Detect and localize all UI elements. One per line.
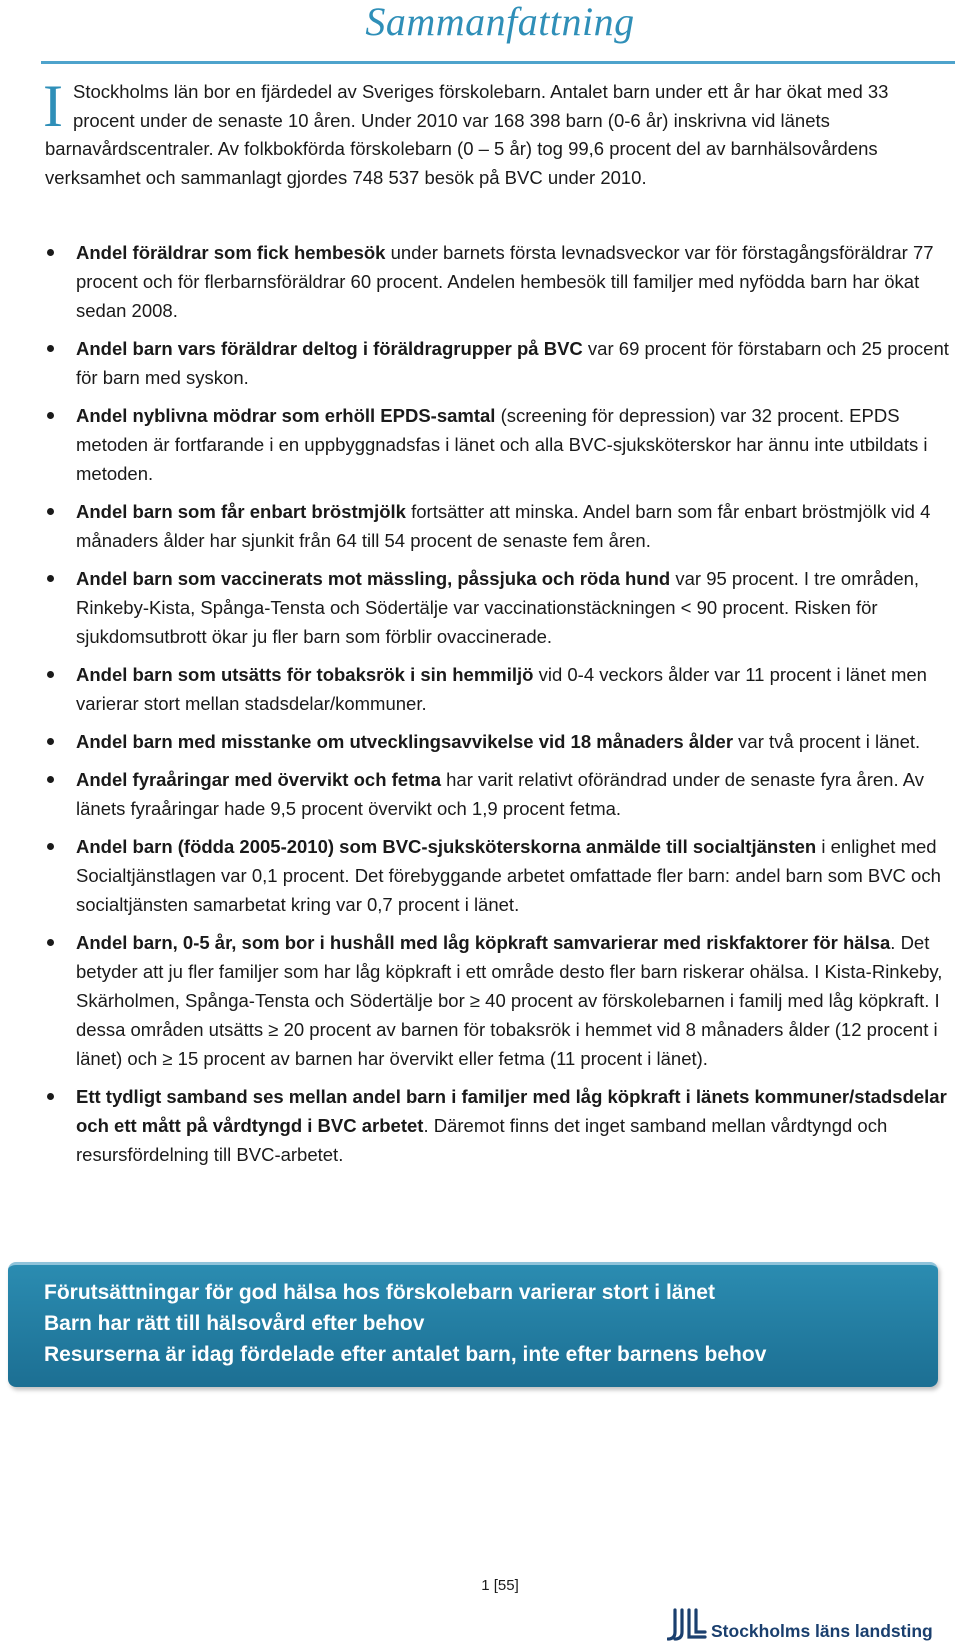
bullet-text: under barnets första levnadsveckor var för förstagångsföräldrar 77 procent och för flerbarnsföräldrar 60 procent. Andelen hembesök till familjer med nyfödda barn har ökat sedan 2008. — [76, 242, 934, 321]
bullet-heading: Andel barn med misstanke om utvecklingsavvikelse vid 18 månaders ålder — [76, 731, 734, 752]
sll-logo-icon — [667, 1608, 707, 1642]
logo-text: Stockholms läns landsting — [711, 1621, 933, 1641]
bullet-icon — [47, 843, 54, 850]
bullet-item — [45, 660, 950, 718]
bullet-text: fortsätter att minska. Andel barn som får enbart bröstmjölk vid 4 månaders ålder har sjunkit från 64 till 54 procent de senaste fem åren. — [76, 501, 931, 551]
summary-bullet-list — [45, 238, 950, 1178]
page-number: 1 [55] — [481, 1577, 519, 1594]
drop-cap: I — [43, 73, 63, 139]
bullet-text: i enlighet med Socialtjänstlagen var 0,1 procent. Det förebyggande arbetet omfattade fler barn: andel barn som BVC och socialtjänsten samarbetat kring var 0,7 procent i länet. — [76, 836, 941, 915]
bullet-text: var två procent i länet. — [733, 731, 921, 752]
bullet-icon — [47, 738, 54, 745]
bullet-icon — [47, 575, 54, 582]
bullet-text: var 95 procent. I tre områden, Rinkeby-Kista, Spånga-Tensta och Södertälje var vaccinationstäckningen < 90 procent. Risken för sjukdomsutbrott ökar ju fler barn som förblir ovaccinerade. — [76, 568, 920, 647]
bullet-item — [45, 497, 950, 555]
bullet-item — [45, 928, 950, 1073]
bullet-item — [45, 334, 950, 392]
bullet-icon — [47, 1093, 54, 1100]
bullet-heading: Andel barn som får enbart bröstmjölk — [76, 501, 406, 522]
page-title: Sammanfattning — [365, 0, 635, 44]
bullet-icon — [47, 345, 54, 352]
bullet-heading: Andel barn som utsätts för tobaksrök i sin hemmiljö — [76, 664, 534, 685]
bullet-icon — [47, 776, 54, 783]
bullet-item — [45, 727, 950, 756]
bullet-text: . Däremot finns det inget samband mellan vårdtyngd och resursfördelning till BVC-arbetet. — [76, 1115, 888, 1165]
bullet-item — [45, 564, 950, 651]
bullet-item — [45, 1082, 950, 1169]
bullet-icon — [47, 412, 54, 419]
bullet-item — [45, 401, 950, 488]
bullet-text: var 69 procent för förstabarn och 25 procent för barn med syskon. — [76, 338, 949, 388]
bullet-heading: Andel barn (födda 2005-2010) som BVC-sjuksköterskorna anmälde till socialtjänsten — [76, 836, 817, 857]
bullet-heading: Andel barn som vaccinerats mot mässling, påssjuka och röda hund — [76, 568, 671, 589]
conclusion-box — [8, 1262, 938, 1387]
conclusion-line: Resurserna är idag fördelade efter antalet barn, inte efter barnens behov — [44, 1343, 767, 1366]
organization-logo — [667, 1608, 955, 1644]
bullet-icon — [47, 939, 54, 946]
bullet-text: (screening för depression) var 32 procent. EPDS metoden är fortfarande i en uppbyggnadsfas i länet och alla BVC-sjuksköterskor har ännu inte utbildats i metoden. — [76, 405, 928, 484]
conclusion-line: Barn har rätt till hälsovård efter behov — [44, 1312, 425, 1335]
bullet-icon — [47, 671, 54, 678]
bullet-text: . Det betyder att ju fler familjer som har låg köpkraft i ett område desto fler barn riskerar ohälsa. I Kista-Rinkeby, Skärholmen, Spånga-Tensta och Södertälje bor ≥ 40 procent av förskolebarnen i familj med låg köpkraft. I dessa områden utsätts ≥ 20 procent av barnen för tobaksrök i hemmet vid 8 månaders ålder (12 procent i länet) och ≥ 15 procent av barnen har övervikt eller fetma (11 procent i länet). — [76, 932, 943, 1069]
intro-paragraph — [43, 73, 945, 192]
bullet-item — [45, 832, 950, 919]
bullet-text: vid 0-4 veckors ålder var 11 procent i länet men varierar stort mellan stadsdelar/kommuner. — [76, 664, 927, 714]
bullet-heading: Andel nyblivna mödrar som erhöll EPDS-samtal — [76, 405, 496, 426]
bullet-icon — [47, 508, 54, 515]
bullet-item — [45, 765, 950, 823]
intro-text: Stockholms län bor en fjärdedel av Sveriges förskolebarn. Antalet barn under ett år har ökat med 33 procent under de senaste 10 åren. Under 2010 var 168 398 barn (0-6 år) inskrivna vid länets barnavårdscentraler. Av folkbokförda förskolebarn (0 – 5 år) tog 99,6 procent del av barnhälsovårdens verksamhet och sammanlagt gjordes 748 537 besök på BVC under 2010. — [45, 81, 889, 188]
bullet-heading: Andel föräldrar som fick hembesök — [76, 242, 386, 263]
bullet-heading: Andel barn, 0-5 år, som bor i hushåll med låg köpkraft samvarierar med riskfaktorer för hälsa — [76, 932, 891, 953]
bullet-heading: Ett tydligt samband ses mellan andel barn i familjer med låg köpkraft i länets kommuner/stadsdelar och ett mått på vårdtyngd i BVC arbetet — [76, 1086, 947, 1136]
bullet-item — [45, 238, 950, 325]
title-divider — [41, 61, 955, 64]
bullet-icon — [47, 249, 54, 256]
bullet-text: har varit relativt oförändrad under de senaste fyra åren. Av länets fyraåringar hade 9,5 procent övervikt och 1,9 procent fetma. — [76, 769, 924, 819]
conclusion-line: Förutsättningar för god hälsa hos förskolebarn varierar stort i länet — [44, 1281, 715, 1304]
bullet-heading: Andel fyraåringar med övervikt och fetma — [76, 769, 441, 790]
bullet-heading: Andel barn vars föräldrar deltog i föräldragrupper på BVC — [76, 338, 583, 359]
